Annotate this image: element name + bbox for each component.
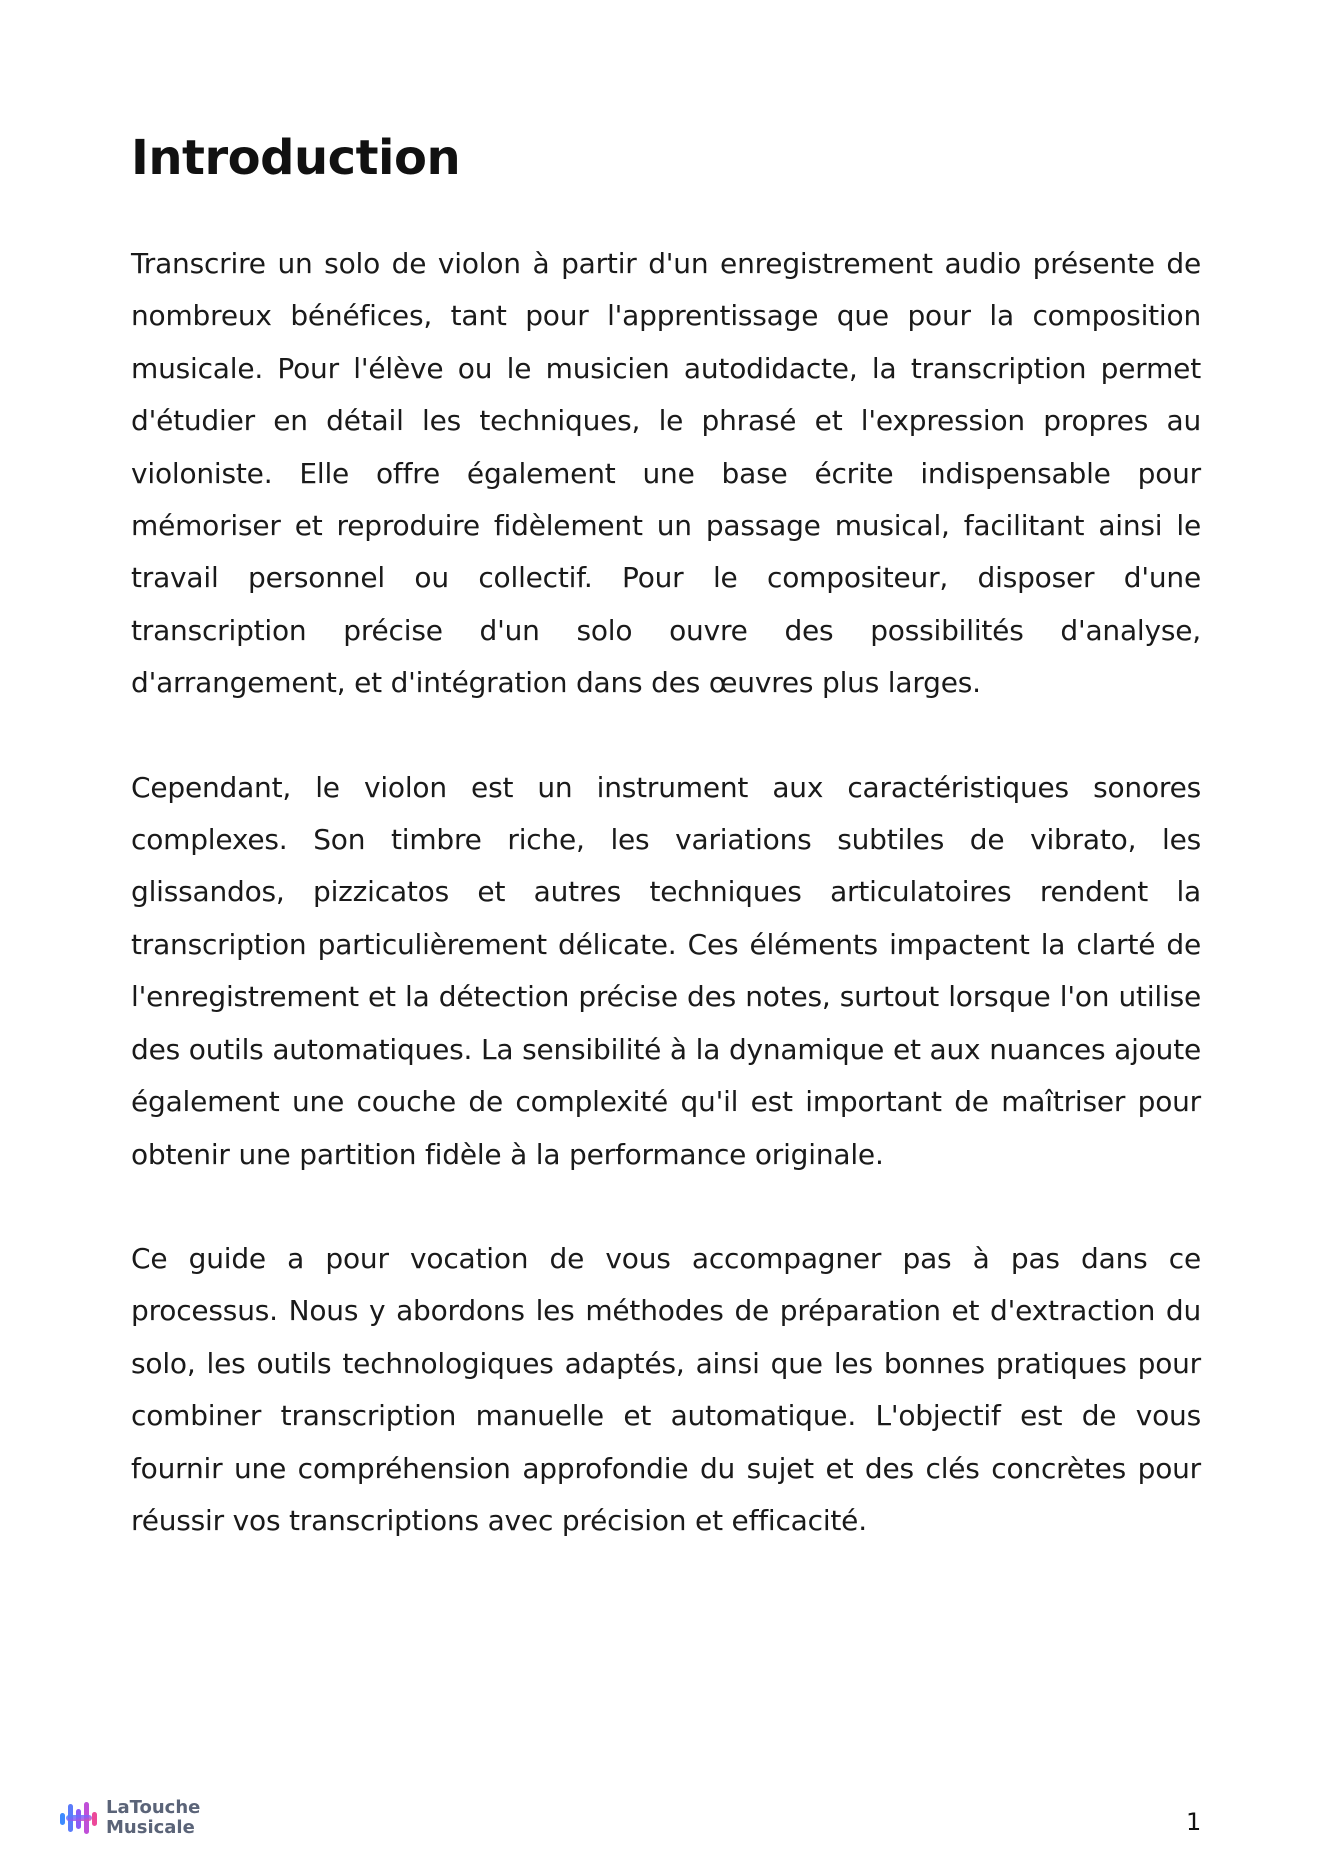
document-body [131, 238, 1201, 1599]
page-number: 1 [1186, 1808, 1202, 1836]
sound-wave-logo-icon [58, 1798, 98, 1838]
brand-name-line1: LaTouche [106, 1797, 201, 1818]
brand-name [106, 1798, 200, 1838]
paragraph-2: Cependant, le violon est un instrument aux caractéristiques sonores complexes. Son timbre riche, les variations subtiles de vibrato, les glissandos, pizzicatos et autres techniques articulatoires rendent la transcription particulièrement délicate. Ces éléments impactent la clarté de l'enregistrement et la détection précise des notes, surtout lorsque l'on utilise des outils automatiques. La sensibilité à la dynamique et aux nuances ajoute également une couche de complexité qu'il est important de maîtriser pour obtenir une partition fidèle à la performance originale. [131, 770, 1201, 1171]
paragraph-1: Transcrire un solo de violon à partir d'un enregistrement audio présente de nombreux bénéfices, tant pour l'apprentissage que pour la composition musicale. Pour l'élève ou le musicien autodidacte, la transcription permet d'étudier en détail les techniques, le phrasé et l'expression propres au violoniste. Elle offre également une base écrite indispensable pour mémoriser et reproduire fidèlement un passage musical, facilitant ainsi le travail personnel ou collectif. Pour le compositeur, disposer d'une transcription précise d'un solo ouvre des possibilités d'analyse, d'arrangement, et d'intégration dans des œuvres plus larges. [131, 247, 1201, 700]
page-title: Introduction [131, 130, 461, 186]
brand-logo [58, 1798, 200, 1838]
page-footer [0, 1790, 1320, 1850]
paragraph-3: Ce guide a pour vocation de vous accompagner pas à pas dans ce processus. Nous y abordons les méthodes de préparation et d'extraction du solo, les outils technologiques adaptés, ainsi que les bonnes pratiques pour combiner transcription manuelle et automatique. L'objectif est de vous fournir une compréhension approfondie du sujet et des clés concrètes pour réussir vos transcriptions avec précision et efficacité. [131, 1241, 1201, 1537]
brand-name-line2: Musicale [106, 1817, 195, 1838]
